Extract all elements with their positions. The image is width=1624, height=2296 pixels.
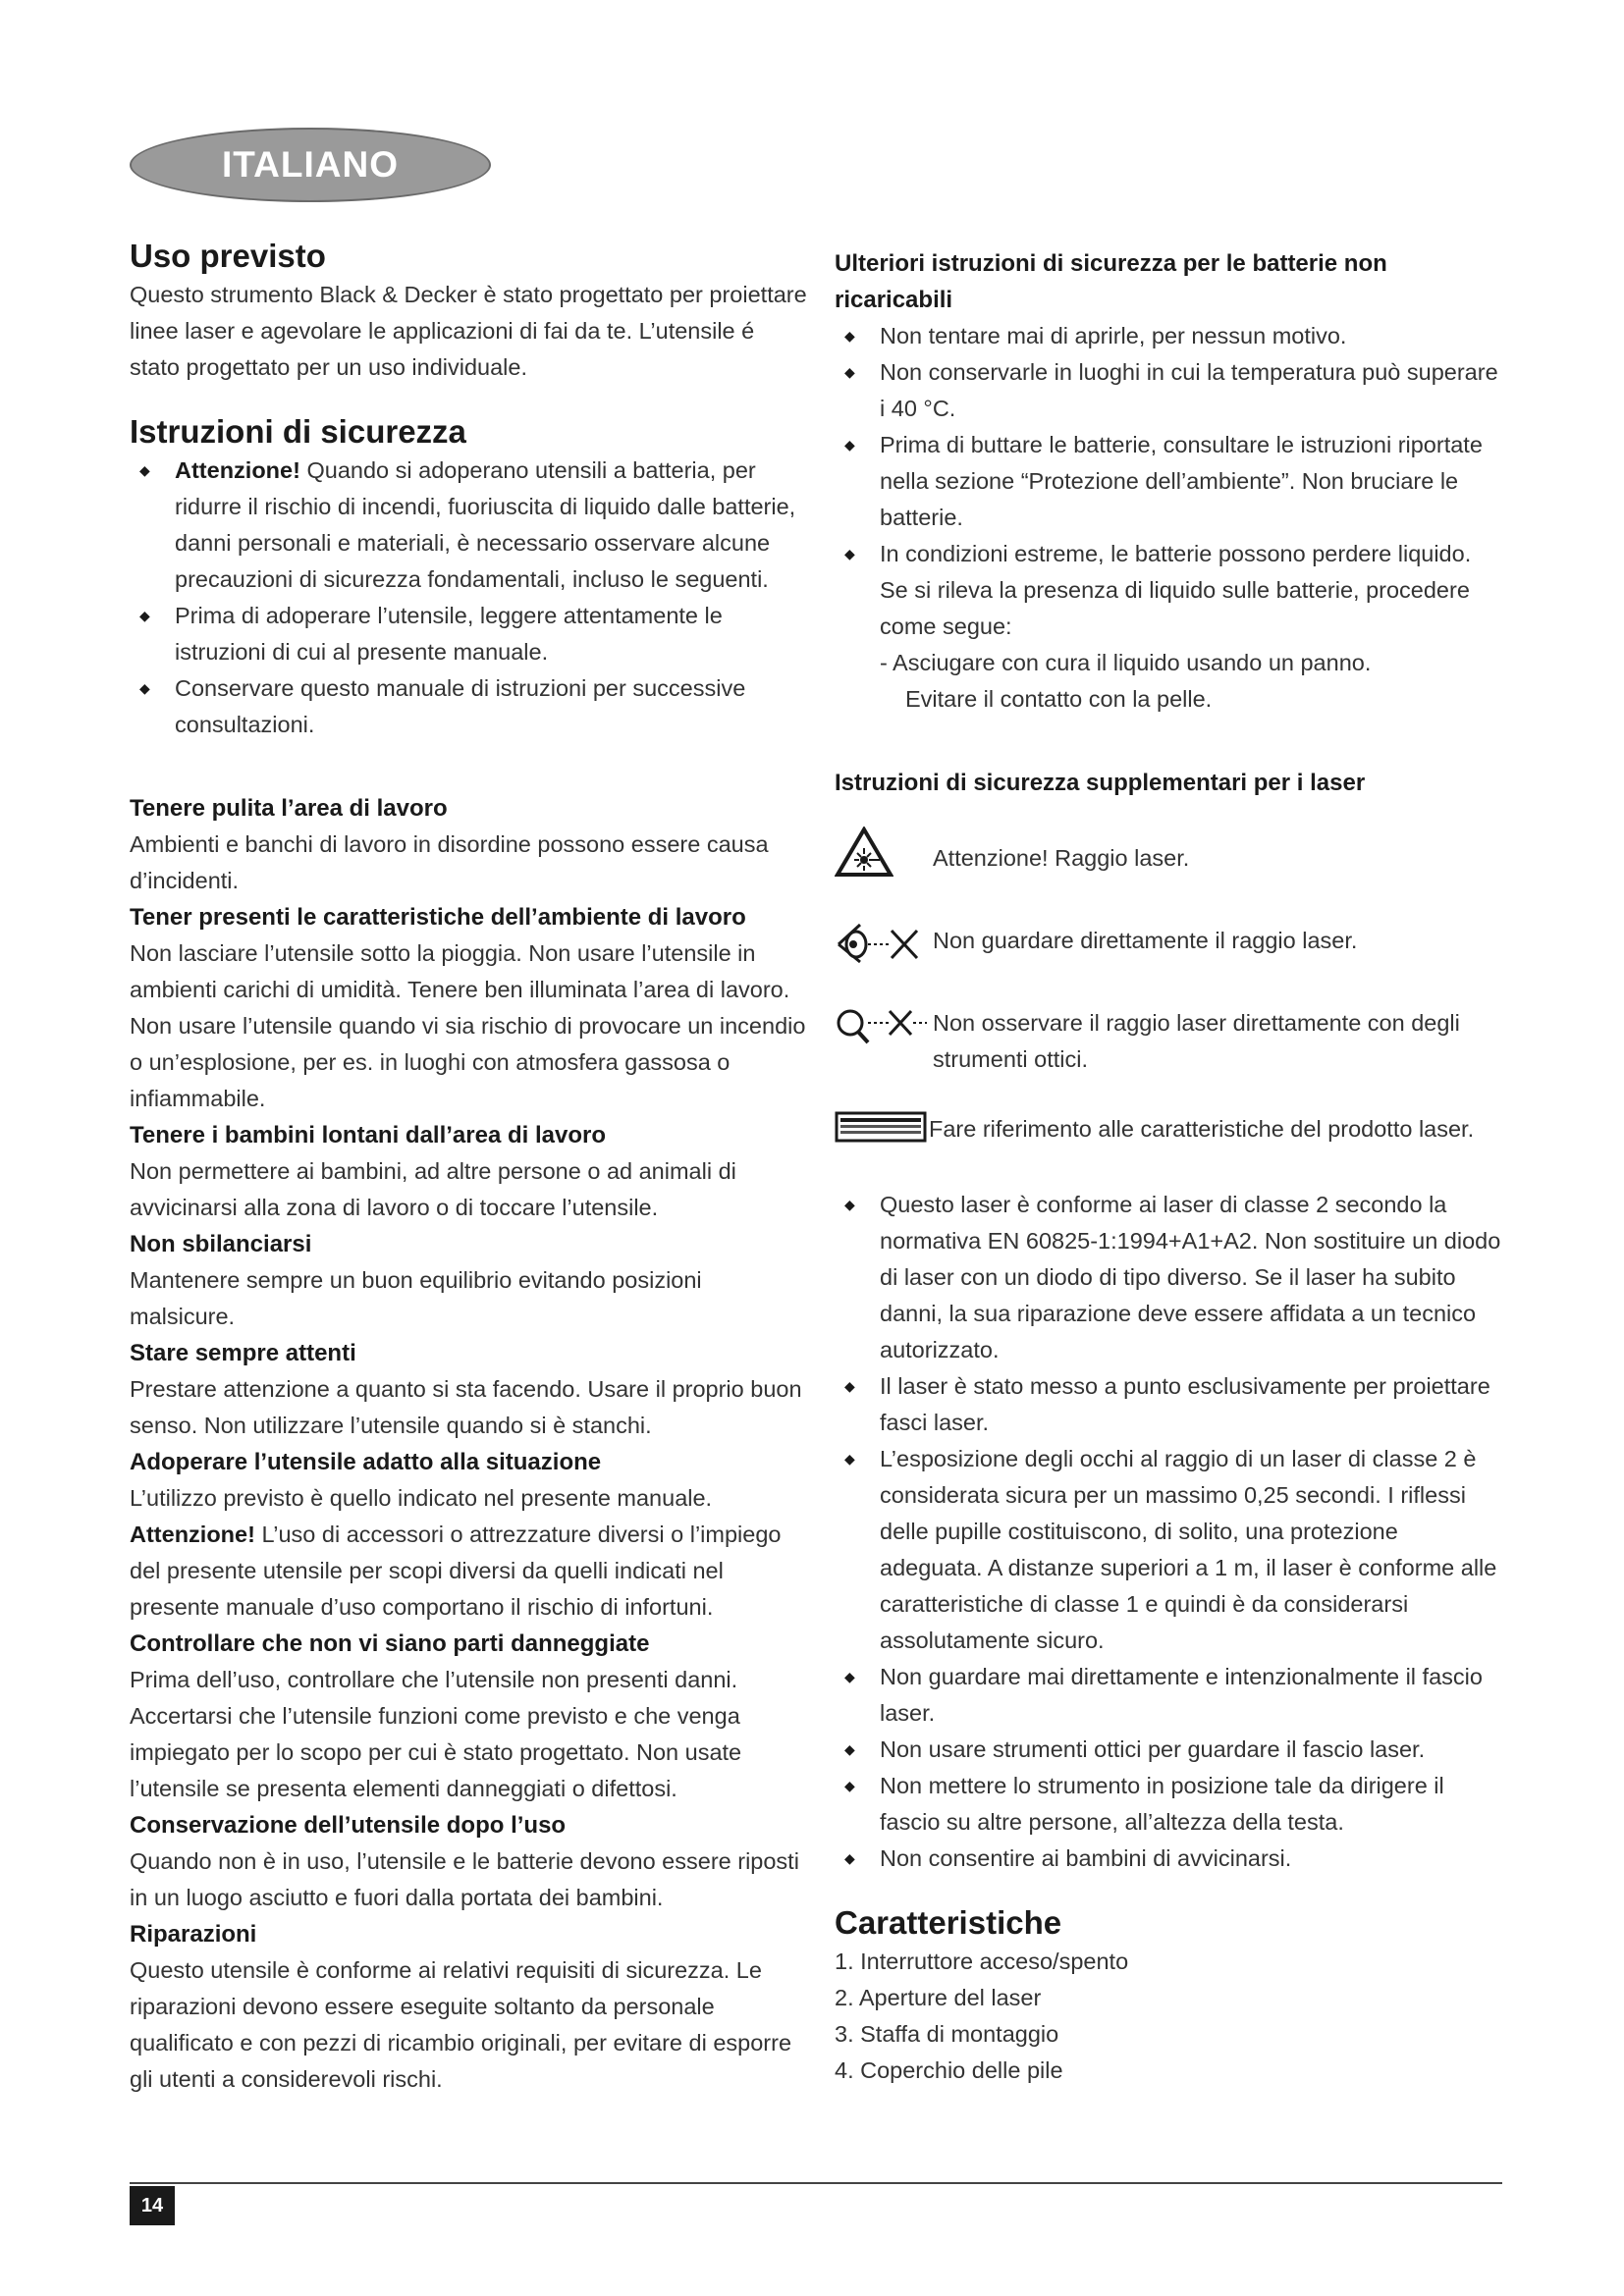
section-text: Prima dell’uso, controllare che l’utensile non presenti danni. Accertarsi che l’utensile funzioni come previsto e che venga impiegato per lo scopo per cui è stato progettato. Non usate l’utensile se presenta elementi danneggiati o difettosi. [130,1667,742,1801]
section-heading: Adoperare l’utensile adatto alla situazione [130,1449,602,1475]
laser-heading: Istruzioni di sicurezza supplementari per i laser [835,770,1366,796]
eye-no-look-icon [835,917,933,966]
list-item: ◆ Prima di buttare le batterie, consultare le istruzioni riportate nella sezione “Protezione dell’ambiente”. Non bruciare le batterie. [835,427,1502,536]
list-item: 3. Staffa di montaggio [835,2021,1059,2047]
language-tab-label: ITALIANO [222,144,399,185]
uso-previsto-text: Questo strumento Black & Decker è stato progettato per proiettare linee laser e agevolare le applicazioni di fai da te. L’utensile é stato progettato per un uso individuale. [130,282,807,380]
page-number: 14 [130,2186,175,2225]
list-item [130,670,807,743]
list-item: ◆ Non conservarle in luoghi in cui la temperatura può superare i 40 °C. [835,354,1502,427]
section-heading: Tener presenti le caratteristiche dell’ambiente di lavoro [130,904,746,931]
list-item [130,598,807,670]
right-column [835,245,1502,2089]
caratteristiche-list [835,1944,1502,2089]
icon-row [835,917,1502,966]
section-heading: Tenere i bambini lontani dall’area di lavoro [130,1122,607,1148]
bullet-text: Prima di adoperare l’utensile, leggere attentamente le istruzioni di cui al presente manuale. [175,603,723,665]
batterie-bullet-list [835,318,1502,645]
section-text: Prestare attenzione a quanto si sta facendo. Usare il proprio buon senso. Non utilizzare l’utensile quando si è stanchi. [130,1376,802,1438]
section-text: Quando non è in uso, l’utensile e le batterie devono essere riposti in un luogo asciutto e fuori dalla portata dei bambini. [130,1848,799,1910]
list-item: ◆ In condizioni estreme, le batterie possono perdere liquido. Se si rileva la presenza di liquido sulle batterie, procedere come segue: [835,536,1502,645]
footer-divider [130,2182,1502,2184]
laser-label-icon [835,1111,929,1143]
section-text: Mantenere sempre un buon equilibrio evitando posizioni malsicure. [130,1267,702,1329]
icon-row [835,1005,1502,1078]
section-text: Non lasciare l’utensile sotto la pioggia. Non usare l’utensile in ambienti carichi di umidità. Tenere ben illuminata l’area di lavoro. Non usare l’utensile quando vi sia rischio di provocare un incendio o un’esplosione, per es. in luoghi con atmosfera gassosa o infiammabile. [130,940,806,1111]
batterie-sub-step-2: Evitare il contatto con la pelle. [905,686,1213,712]
batterie-heading: Ulteriori istruzioni di sicurezza per le batterie non ricaricabili [835,250,1387,313]
caratteristiche-title: Caratteristiche [835,1904,1062,1941]
uso-previsto-title: Uso previsto [130,238,326,274]
section-heading: Riparazioni [130,1921,257,1948]
section-heading: Tenere pulita l’area di lavoro [130,795,448,822]
list-item: ◆ Questo laser è conforme ai laser di classe 2 secondo la normativa EN 60825-1:1994+A1+A2. Non sostituire un diodo di laser con un diodo di tipo diverso. Se il laser ha subito danni, la sua riparazione deve essere affidata a un tecnico autorizzato. [835,1187,1502,1368]
laser-warning-icon [835,827,933,878]
section-heading: Stare sempre attenti [130,1340,356,1366]
icon-row [835,1111,1502,1148]
magnifier-no-look-icon [835,1005,933,1050]
adoperare-text-2: L’uso di accessori o attrezzature diversi o l’impiego del presente utensile per scopi diversi da quelli indicati nel presente manuale d’uso comportano il rischio di infortuni. [130,1522,782,1620]
section-heading: Conservazione dell’utensile dopo l’uso [130,1812,567,1839]
istruzioni-sicurezza-title: Istruzioni di sicurezza [130,413,466,450]
list-item: ◆ Non usare strumenti ottici per guardare il fascio laser. [835,1732,1502,1768]
list-item: ◆ Non mettere lo strumento in posizione tale da dirigere il fascio su altre persone, all’altezza della testa. [835,1768,1502,1841]
icon-text: Attenzione! Raggio laser. [933,845,1190,871]
list-item: 1. Interruttore acceso/spento [835,1949,1129,1974]
icon-text: Fare riferimento alle caratteristiche del prodotto laser. [929,1116,1475,1142]
section-heading: Controllare che non vi siano parti danneggiate [130,1630,650,1657]
bullet-text: Conservare questo manuale di istruzioni per successive consultazioni. [175,675,746,737]
attenzione-label: Attenzione! [130,1522,255,1547]
list-item: ◆ Non tentare mai di aprirle, per nessun motivo. [835,318,1502,354]
list-item: 2. Aperture del laser [835,1985,1042,2010]
attenzione-label: Attenzione! [175,457,300,483]
list-item: ◆ Il laser è stato messo a punto esclusivamente per proiettare fasci laser. [835,1368,1502,1441]
sicurezza-bullet-list [130,453,807,743]
icon-row [835,827,1502,878]
section-text [130,1480,807,1626]
section-text: Questo utensile è conforme ai relativi requisiti di sicurezza. Le riparazioni devono essere eseguite soltanto da personale qualificato e con pezzi di ricambio originali, per evitare di esporre gli utenti a considerevoli rischi. [130,1957,792,2092]
list-item: ◆ L’esposizione degli occhi al raggio di un laser di classe 2 è considerata sicura per un massimo 0,25 secondi. I riflessi delle pupille costituiscono, di solito, una protezione adeguata. A distanze superiori a 1 m, il laser è conforme alle caratteristiche di classe 1 e quindi è da considerarsi assolutamente sicuro. [835,1441,1502,1659]
section-text: Ambienti e banchi di lavoro in disordine possono essere causa d’incidenti. [130,831,769,893]
laser-bullet-list [835,1187,1502,1877]
language-tab [130,128,491,202]
icon-text: Non guardare direttamente il raggio laser. [933,928,1358,953]
list-item [130,453,807,598]
left-column [130,236,807,2098]
list-item: ◆ Non guardare mai direttamente e intenzionalmente il fascio laser. [835,1659,1502,1732]
list-item: ◆ Non consentire ai bambini di avvicinarsi. [835,1841,1502,1877]
batterie-sub-step: - Asciugare con cura il liquido usando un panno. [880,650,1372,675]
icon-text: Non osservare il raggio laser direttamente con degli strumenti ottici. [933,1010,1460,1072]
adoperare-text-1: L’utilizzo previsto è quello indicato nel presente manuale. [130,1485,713,1511]
list-item: 4. Coperchio delle pile [835,2057,1063,2083]
section-heading: Non sbilanciarsi [130,1231,312,1257]
bullet-text: Quando si adoperano utensili a batteria, per ridurre il rischio di incendi, fuoriuscita di liquido dalle batterie, danni personali e materiali, è necessario osservare alcune precauzioni di sicurezza fondamentali, incluso le seguenti. [175,457,796,592]
section-text: Non permettere ai bambini, ad altre persone o ad animali di avvicinarsi alla zona di lavoro o di toccare l’utensile. [130,1158,736,1220]
